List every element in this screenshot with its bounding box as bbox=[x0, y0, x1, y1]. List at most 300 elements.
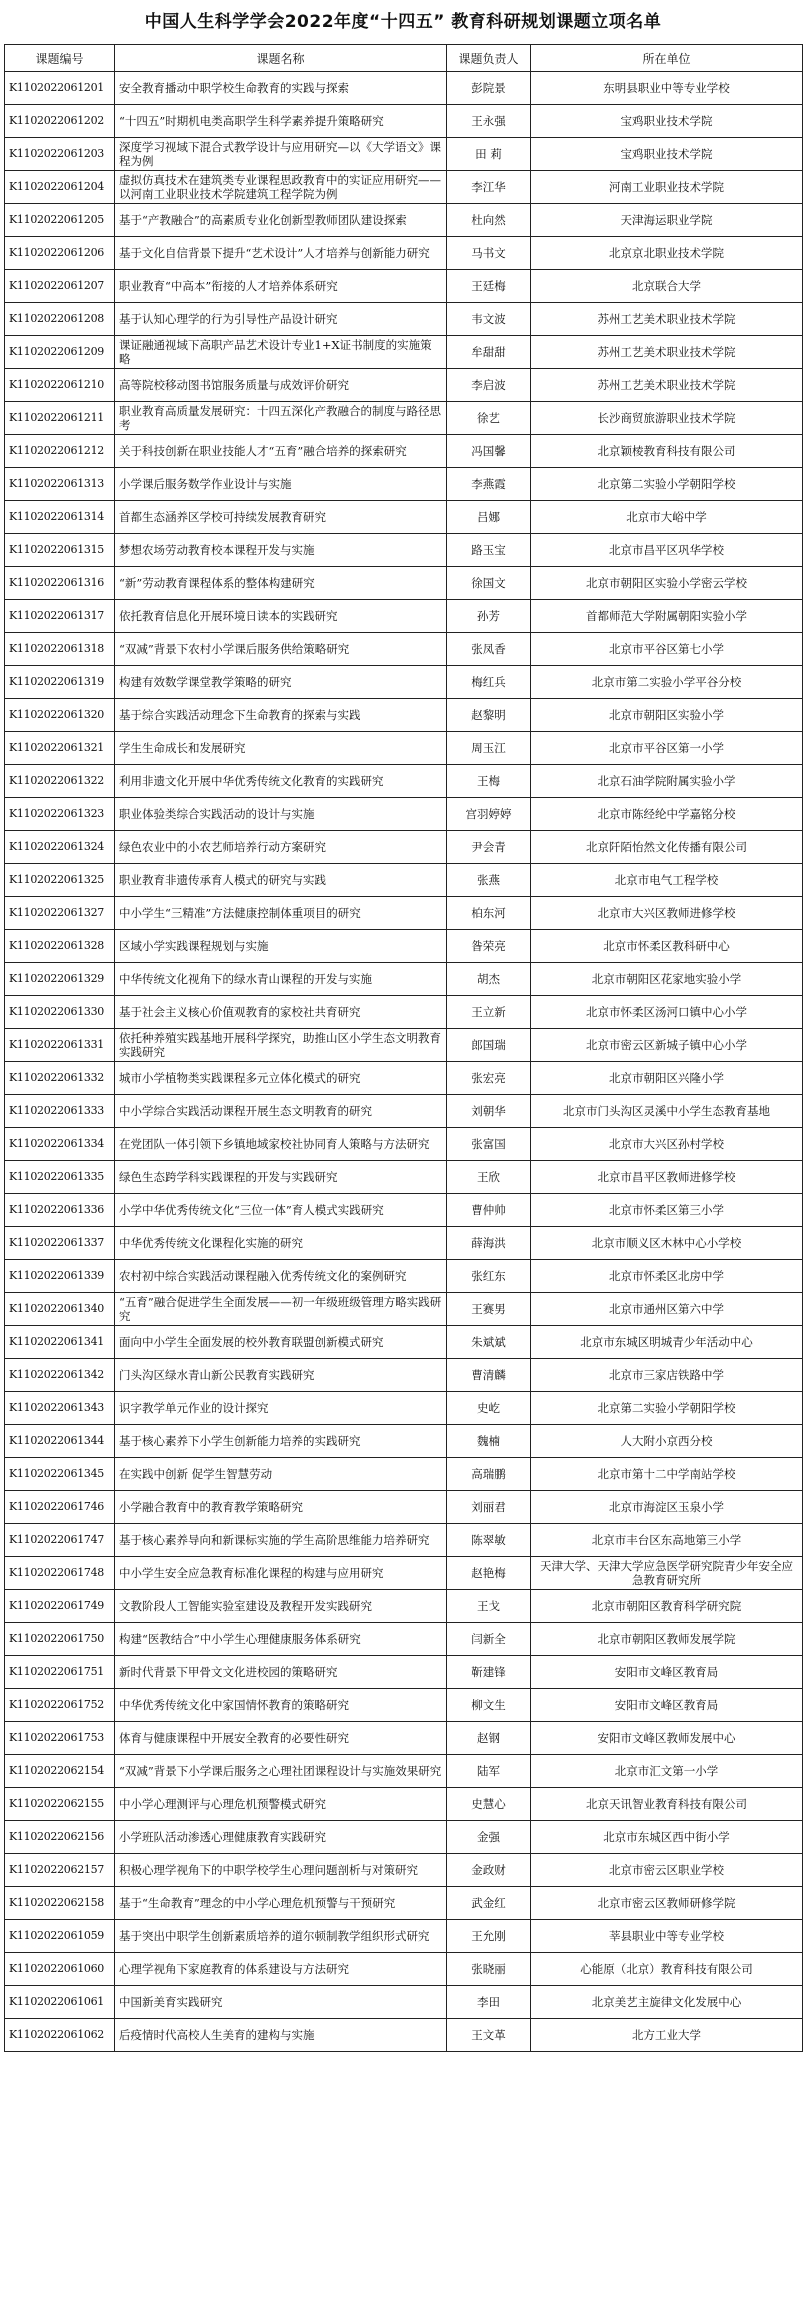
unit-cell: 北京第二实验小学朝阳学校 bbox=[531, 1392, 803, 1425]
table-row bbox=[5, 237, 803, 270]
topic-cell: “新”劳动教育课程体系的整体构建研究 bbox=[115, 567, 447, 600]
code-cell: K1102022061752 bbox=[5, 1689, 115, 1722]
table-row bbox=[5, 765, 803, 798]
unit-cell: 安阳市文峰区教师发展中心 bbox=[531, 1722, 803, 1755]
table-row bbox=[5, 963, 803, 996]
unit-cell: 宝鸡职业技术学院 bbox=[531, 105, 803, 138]
topic-cell: 中小学生安全应急教育标准化课程的构建与应用研究 bbox=[115, 1557, 447, 1590]
person-cell: 高瑞鹏 bbox=[447, 1458, 531, 1491]
code-cell: K1102022061332 bbox=[5, 1062, 115, 1095]
topic-cell: 基于认知心理学的行为引导性产品设计研究 bbox=[115, 303, 447, 336]
person-cell: 牟甜甜 bbox=[447, 336, 531, 369]
table-row bbox=[5, 930, 803, 963]
unit-cell: 北京天讯智业教育科技有限公司 bbox=[531, 1788, 803, 1821]
table-row bbox=[5, 1293, 803, 1326]
topic-cell: “双减”背景下农村小学课后服务供给策略研究 bbox=[115, 633, 447, 666]
topic-cell: 小学课后服务数学作业设计与实施 bbox=[115, 468, 447, 501]
table-body bbox=[5, 72, 803, 2052]
person-cell: 史慧心 bbox=[447, 1788, 531, 1821]
person-cell: 刘丽君 bbox=[447, 1491, 531, 1524]
table-row bbox=[5, 1227, 803, 1260]
unit-cell: 北京市密云区职业学校 bbox=[531, 1854, 803, 1887]
person-cell: 李田 bbox=[447, 1986, 531, 2019]
topic-cell: 高等院校移动图书馆服务质量与成效评价研究 bbox=[115, 369, 447, 402]
code-cell: K1102022061339 bbox=[5, 1260, 115, 1293]
table-row bbox=[5, 666, 803, 699]
topic-cell: 梦想农场劳动教育校本课程开发与实施 bbox=[115, 534, 447, 567]
table-row bbox=[5, 1128, 803, 1161]
table-row bbox=[5, 1260, 803, 1293]
code-cell: K1102022061329 bbox=[5, 963, 115, 996]
unit-cell: 北京市朝阳区教育科学研究院 bbox=[531, 1590, 803, 1623]
person-cell: 赵艳梅 bbox=[447, 1557, 531, 1590]
topic-cell: 学生生命成长和发展研究 bbox=[115, 732, 447, 765]
person-cell: 陆军 bbox=[447, 1755, 531, 1788]
topic-cell: 构建有效数学课堂教学策略的研究 bbox=[115, 666, 447, 699]
table-row bbox=[5, 2019, 803, 2052]
topic-cell: 基于核心素养导向和新课标实施的学生高阶思维能力培养研究 bbox=[115, 1524, 447, 1557]
code-cell: K1102022061747 bbox=[5, 1524, 115, 1557]
unit-cell: 北京市怀柔区第三小学 bbox=[531, 1194, 803, 1227]
person-cell: 马书文 bbox=[447, 237, 531, 270]
code-cell: K1102022061208 bbox=[5, 303, 115, 336]
code-cell: K1102022061750 bbox=[5, 1623, 115, 1656]
unit-cell: 北京市昌平区教师进修学校 bbox=[531, 1161, 803, 1194]
topic-cell: 小学融合教育中的教育教学策略研究 bbox=[115, 1491, 447, 1524]
person-cell: 王文革 bbox=[447, 2019, 531, 2052]
person-cell: 金政财 bbox=[447, 1854, 531, 1887]
topic-cell: 文教阶段人工智能实验室建设及教程开发实践研究 bbox=[115, 1590, 447, 1623]
person-cell: 路玉宝 bbox=[447, 534, 531, 567]
unit-cell: 河南工业职业技术学院 bbox=[531, 171, 803, 204]
table-row bbox=[5, 534, 803, 567]
topic-cell: 积极心理学视角下的中职学校学生心理问题剖析与对策研究 bbox=[115, 1854, 447, 1887]
person-cell: 王赛男 bbox=[447, 1293, 531, 1326]
table-row bbox=[5, 996, 803, 1029]
code-cell: K1102022062157 bbox=[5, 1854, 115, 1887]
code-cell: K1102022061201 bbox=[5, 72, 115, 105]
topic-cell: 区域小学实践课程规划与实施 bbox=[115, 930, 447, 963]
person-cell: 王立新 bbox=[447, 996, 531, 1029]
topic-cell: 关于科技创新在职业技能人才“五育”融合培养的探索研究 bbox=[115, 435, 447, 468]
unit-cell: 北京市第十二中学南站学校 bbox=[531, 1458, 803, 1491]
unit-cell: 北京市丰台区东高地第三小学 bbox=[531, 1524, 803, 1557]
table-row bbox=[5, 864, 803, 897]
topic-cell: 基于文化自信背景下提升“艺术设计”人才培养与创新能力研究 bbox=[115, 237, 447, 270]
unit-cell: 北京市大兴区教师进修学校 bbox=[531, 897, 803, 930]
table-row bbox=[5, 633, 803, 666]
topic-cell: 门头沟区绿水青山新公民教育实践研究 bbox=[115, 1359, 447, 1392]
table-row bbox=[5, 699, 803, 732]
unit-cell: 北京市大兴区孙村学校 bbox=[531, 1128, 803, 1161]
table-row bbox=[5, 1062, 803, 1095]
person-cell: 王永强 bbox=[447, 105, 531, 138]
person-cell: 史屹 bbox=[447, 1392, 531, 1425]
unit-cell: 北京市密云区教师研修学院 bbox=[531, 1887, 803, 1920]
person-cell: 张红东 bbox=[447, 1260, 531, 1293]
table-row bbox=[5, 105, 803, 138]
topic-cell: 中小学生“三精准”方法健康控制体重项目的研究 bbox=[115, 897, 447, 930]
person-cell: 张富国 bbox=[447, 1128, 531, 1161]
topic-cell: 中小学心理测评与心理危机预警模式研究 bbox=[115, 1788, 447, 1821]
code-cell: K1102022061327 bbox=[5, 897, 115, 930]
person-cell: 张晓丽 bbox=[447, 1953, 531, 1986]
topic-cell: 职业教育高质量发展研究：十四五深化产教融合的制度与路径思考 bbox=[115, 402, 447, 435]
person-cell: 张燕 bbox=[447, 864, 531, 897]
unit-cell: 安阳市文峰区教育局 bbox=[531, 1656, 803, 1689]
person-cell: 王廷梅 bbox=[447, 270, 531, 303]
header-person: 课题负责人 bbox=[447, 45, 531, 72]
unit-cell: 北京市朝阳区兴隆小学 bbox=[531, 1062, 803, 1095]
unit-cell: 北京市朝阳区实验小学密云学校 bbox=[531, 567, 803, 600]
unit-cell: 人大附小京西分校 bbox=[531, 1425, 803, 1458]
table-row bbox=[5, 303, 803, 336]
table-row bbox=[5, 270, 803, 303]
code-cell: K1102022062154 bbox=[5, 1755, 115, 1788]
table-row bbox=[5, 1755, 803, 1788]
person-cell: 王戈 bbox=[447, 1590, 531, 1623]
code-cell: K1102022061341 bbox=[5, 1326, 115, 1359]
table-row bbox=[5, 897, 803, 930]
table-row bbox=[5, 1194, 803, 1227]
table-row bbox=[5, 1524, 803, 1557]
topic-cell: 面向中小学生全面发展的校外教育联盟创新模式研究 bbox=[115, 1326, 447, 1359]
table-row bbox=[5, 369, 803, 402]
person-cell: 田 莉 bbox=[447, 138, 531, 171]
code-cell: K1102022062155 bbox=[5, 1788, 115, 1821]
code-cell: K1102022061319 bbox=[5, 666, 115, 699]
unit-cell: 苏州工艺美术职业技术学院 bbox=[531, 369, 803, 402]
person-cell: 吕娜 bbox=[447, 501, 531, 534]
topic-cell: 城市小学植物类实践课程多元立体化模式的研究 bbox=[115, 1062, 447, 1095]
code-cell: K1102022061746 bbox=[5, 1491, 115, 1524]
unit-cell: 北京市东城区西中街小学 bbox=[531, 1821, 803, 1854]
table-row bbox=[5, 1095, 803, 1128]
unit-cell: 北京市怀柔区北房中学 bbox=[531, 1260, 803, 1293]
table-row bbox=[5, 171, 803, 204]
table-row bbox=[5, 600, 803, 633]
table-row bbox=[5, 1689, 803, 1722]
table-row bbox=[5, 1491, 803, 1524]
person-cell: 李燕霞 bbox=[447, 468, 531, 501]
code-cell: K1102022061316 bbox=[5, 567, 115, 600]
table-row bbox=[5, 567, 803, 600]
topic-cell: 课证融通视域下高职产品艺术设计专业1+X证书制度的实施策略 bbox=[115, 336, 447, 369]
table-row bbox=[5, 435, 803, 468]
person-cell: 柳文生 bbox=[447, 1689, 531, 1722]
topic-cell: 绿色农业中的小农艺师培养行动方案研究 bbox=[115, 831, 447, 864]
code-cell: K1102022061059 bbox=[5, 1920, 115, 1953]
unit-cell: 长沙商贸旅游职业技术学院 bbox=[531, 402, 803, 435]
person-cell: 李江华 bbox=[447, 171, 531, 204]
unit-cell: 苏州工艺美术职业技术学院 bbox=[531, 303, 803, 336]
code-cell: K1102022061313 bbox=[5, 468, 115, 501]
unit-cell: 北京市东城区明城青少年活动中心 bbox=[531, 1326, 803, 1359]
unit-cell: 北京市通州区第六中学 bbox=[531, 1293, 803, 1326]
person-cell: 徐艺 bbox=[447, 402, 531, 435]
unit-cell: 东明县职业中等专业学校 bbox=[531, 72, 803, 105]
table-row bbox=[5, 1623, 803, 1656]
unit-cell: 北京京北职业技术学院 bbox=[531, 237, 803, 270]
topic-cell: 中国新美育实践研究 bbox=[115, 1986, 447, 2019]
table-row bbox=[5, 1161, 803, 1194]
code-cell: K1102022061336 bbox=[5, 1194, 115, 1227]
unit-cell: 安阳市文峰区教育局 bbox=[531, 1689, 803, 1722]
person-cell: 赵钢 bbox=[447, 1722, 531, 1755]
unit-cell: 北京市平谷区第七小学 bbox=[531, 633, 803, 666]
unit-cell: 北京市平谷区第一小学 bbox=[531, 732, 803, 765]
code-cell: K1102022061331 bbox=[5, 1029, 115, 1062]
code-cell: K1102022061323 bbox=[5, 798, 115, 831]
person-cell: 薛海洪 bbox=[447, 1227, 531, 1260]
topic-cell: 新时代背景下甲骨文文化进校园的策略研究 bbox=[115, 1656, 447, 1689]
code-cell: K1102022061202 bbox=[5, 105, 115, 138]
person-cell: 李启波 bbox=[447, 369, 531, 402]
topic-cell: 中华优秀传统文化课程化实施的研究 bbox=[115, 1227, 447, 1260]
topic-cell: 构建“医教结合”中小学生心理健康服务体系研究 bbox=[115, 1623, 447, 1656]
code-cell: K1102022061344 bbox=[5, 1425, 115, 1458]
table-row bbox=[5, 468, 803, 501]
header-topic: 课题名称 bbox=[115, 45, 447, 72]
table-row bbox=[5, 1458, 803, 1491]
unit-cell: 北京市电气工程学校 bbox=[531, 864, 803, 897]
person-cell: 徐国文 bbox=[447, 567, 531, 600]
header-code: 课题编号 bbox=[5, 45, 115, 72]
person-cell: 宫羽婷婷 bbox=[447, 798, 531, 831]
person-cell: 武金红 bbox=[447, 1887, 531, 1920]
code-cell: K1102022061748 bbox=[5, 1557, 115, 1590]
topic-cell: 虚拟仿真技术在建筑类专业课程思政教育中的实证应用研究——以河南工业职业技术学院建筑工程学院为例 bbox=[115, 171, 447, 204]
code-cell: K1102022061060 bbox=[5, 1953, 115, 1986]
code-cell: K1102022061345 bbox=[5, 1458, 115, 1491]
unit-cell: 北京阡陌怡然文化传播有限公司 bbox=[531, 831, 803, 864]
topic-cell: “五育”融合促进学生全面发展——初一年级班级管理方略实践研究 bbox=[115, 1293, 447, 1326]
table-row bbox=[5, 1392, 803, 1425]
code-cell: K1102022061342 bbox=[5, 1359, 115, 1392]
unit-cell: 北方工业大学 bbox=[531, 2019, 803, 2052]
unit-cell: 天津海运职业学院 bbox=[531, 204, 803, 237]
project-list-table bbox=[4, 44, 803, 2052]
person-cell: 曹清麟 bbox=[447, 1359, 531, 1392]
table-row bbox=[5, 1029, 803, 1062]
table-row bbox=[5, 1887, 803, 1920]
unit-cell: 北京市大峪中学 bbox=[531, 501, 803, 534]
code-cell: K1102022061333 bbox=[5, 1095, 115, 1128]
unit-cell: 北京市朝阳区花家地实验小学 bbox=[531, 963, 803, 996]
unit-cell: 天津大学、天津大学应急医学研究院青少年安全应急教育研究所 bbox=[531, 1557, 803, 1590]
table-row bbox=[5, 402, 803, 435]
code-cell: K1102022061205 bbox=[5, 204, 115, 237]
topic-cell: 在党团队一体引领下乡镇地域家校社协同育人策略与方法研究 bbox=[115, 1128, 447, 1161]
unit-cell: 北京市顺义区木林中心小学校 bbox=[531, 1227, 803, 1260]
code-cell: K1102022061330 bbox=[5, 996, 115, 1029]
person-cell: 赵黎明 bbox=[447, 699, 531, 732]
unit-cell: 北京市汇文第一小学 bbox=[531, 1755, 803, 1788]
topic-cell: 深度学习视域下混合式教学设计与应用研究—以《大学语文》课程为例 bbox=[115, 138, 447, 171]
person-cell: 金强 bbox=[447, 1821, 531, 1854]
unit-cell: 苏州工艺美术职业技术学院 bbox=[531, 336, 803, 369]
person-cell: 柏东河 bbox=[447, 897, 531, 930]
topic-cell: 基于“产教融合”的高素质专业化创新型教师团队建设探索 bbox=[115, 204, 447, 237]
code-cell: K1102022062156 bbox=[5, 1821, 115, 1854]
code-cell: K1102022061318 bbox=[5, 633, 115, 666]
person-cell: 冯国馨 bbox=[447, 435, 531, 468]
unit-cell: 北京市怀柔区汤河口镇中心小学 bbox=[531, 996, 803, 1029]
topic-cell: 中华传统文化视角下的绿水青山课程的开发与实施 bbox=[115, 963, 447, 996]
code-cell: K1102022061210 bbox=[5, 369, 115, 402]
code-cell: K1102022061314 bbox=[5, 501, 115, 534]
code-cell: K1102022061203 bbox=[5, 138, 115, 171]
unit-cell: 北京市密云区新城子镇中心小学 bbox=[531, 1029, 803, 1062]
table-row bbox=[5, 1557, 803, 1590]
topic-cell: 首都生态涵养区学校可持续发展教育研究 bbox=[115, 501, 447, 534]
person-cell: 王允刚 bbox=[447, 1920, 531, 1953]
code-cell: K1102022061320 bbox=[5, 699, 115, 732]
topic-cell: 依托种养殖实践基地开展科学探究，助推山区小学生态文明教育实践研究 bbox=[115, 1029, 447, 1062]
topic-cell: 识字教学单元作业的设计探究 bbox=[115, 1392, 447, 1425]
code-cell: K1102022061749 bbox=[5, 1590, 115, 1623]
unit-cell: 北京市海淀区玉泉小学 bbox=[531, 1491, 803, 1524]
table-row bbox=[5, 1359, 803, 1392]
person-cell: 孙芳 bbox=[447, 600, 531, 633]
unit-cell: 北京市三家店铁路中学 bbox=[531, 1359, 803, 1392]
unit-cell: 宝鸡职业技术学院 bbox=[531, 138, 803, 171]
code-cell: K1102022061753 bbox=[5, 1722, 115, 1755]
topic-cell: 后疫情时代高校人生美育的建构与实施 bbox=[115, 2019, 447, 2052]
unit-cell: 北京市门头沟区灵溪中小学生态教育基地 bbox=[531, 1095, 803, 1128]
table-row bbox=[5, 1821, 803, 1854]
person-cell: 郎国瑞 bbox=[447, 1029, 531, 1062]
person-cell: 曹仲帅 bbox=[447, 1194, 531, 1227]
topic-cell: 安全教育播动中职学校生命教育的实践与探索 bbox=[115, 72, 447, 105]
table-row bbox=[5, 72, 803, 105]
unit-cell: 北京市朝阳区教师发展学院 bbox=[531, 1623, 803, 1656]
table-row bbox=[5, 732, 803, 765]
topic-cell: 基于综合实践活动理念下生命教育的探索与实践 bbox=[115, 699, 447, 732]
unit-cell: 北京联合大学 bbox=[531, 270, 803, 303]
unit-cell: 首都师范大学附属朝阳实验小学 bbox=[531, 600, 803, 633]
person-cell: 陈翠敏 bbox=[447, 1524, 531, 1557]
code-cell: K1102022061061 bbox=[5, 1986, 115, 2019]
unit-cell: 北京市昌平区巩华学校 bbox=[531, 534, 803, 567]
code-cell: K1102022061207 bbox=[5, 270, 115, 303]
person-cell: 胡杰 bbox=[447, 963, 531, 996]
table-row bbox=[5, 1326, 803, 1359]
table-row bbox=[5, 1920, 803, 1953]
code-cell: K1102022061206 bbox=[5, 237, 115, 270]
header-unit: 所在单位 bbox=[531, 45, 803, 72]
unit-cell: 北京市陈经纶中学嘉铭分校 bbox=[531, 798, 803, 831]
topic-cell: 基于社会主义核心价值观教育的家校社共育研究 bbox=[115, 996, 447, 1029]
topic-cell: 体育与健康课程中开展安全教育的必要性研究 bbox=[115, 1722, 447, 1755]
unit-cell: 北京石油学院附属实验小学 bbox=[531, 765, 803, 798]
table-row bbox=[5, 204, 803, 237]
code-cell: K1102022061062 bbox=[5, 2019, 115, 2052]
topic-cell: 职业教育“中高本”衔接的人才培养体系研究 bbox=[115, 270, 447, 303]
code-cell: K1102022061334 bbox=[5, 1128, 115, 1161]
person-cell: 靳建锋 bbox=[447, 1656, 531, 1689]
code-cell: K1102022061335 bbox=[5, 1161, 115, 1194]
table-row bbox=[5, 138, 803, 171]
code-cell: K1102022061337 bbox=[5, 1227, 115, 1260]
unit-cell: 北京美艺主旋律文化发展中心 bbox=[531, 1986, 803, 2019]
topic-cell: 职业体验类综合实践活动的设计与实施 bbox=[115, 798, 447, 831]
person-cell: 王欣 bbox=[447, 1161, 531, 1194]
topic-cell: 利用非遗文化开展中华优秀传统文化教育的实践研究 bbox=[115, 765, 447, 798]
topic-cell: 依托教育信息化开展环境日读本的实践研究 bbox=[115, 600, 447, 633]
document-title: 中国人生科学学会2022年度“十四五” 教育科研规划课题立项名单 bbox=[144, 12, 662, 32]
code-cell: K1102022061315 bbox=[5, 534, 115, 567]
topic-cell: 心理学视角下家庭教育的体系建设与方法研究 bbox=[115, 1953, 447, 1986]
topic-cell: 基于核心素养下小学生创新能力培养的实践研究 bbox=[115, 1425, 447, 1458]
table-row bbox=[5, 1953, 803, 1986]
unit-cell: 北京市怀柔区教科研中心 bbox=[531, 930, 803, 963]
code-cell: K1102022061317 bbox=[5, 600, 115, 633]
table-row bbox=[5, 1656, 803, 1689]
topic-cell: 基于“生命教育”理念的中小学心理危机预警与干预研究 bbox=[115, 1887, 447, 1920]
unit-cell: 心能原（北京）教育科技有限公司 bbox=[531, 1953, 803, 1986]
person-cell: 刘朝华 bbox=[447, 1095, 531, 1128]
person-cell: 昝荣亮 bbox=[447, 930, 531, 963]
table-row bbox=[5, 1425, 803, 1458]
topic-cell: 在实践中创新 促学生智慧劳动 bbox=[115, 1458, 447, 1491]
topic-cell: 基于突出中职学生创新素质培养的道尔顿制教学组织形式研究 bbox=[115, 1920, 447, 1953]
unit-cell: 北京市朝阳区实验小学 bbox=[531, 699, 803, 732]
code-cell: K1102022061328 bbox=[5, 930, 115, 963]
topic-cell: 小学中华优秀传统文化“三位一体”育人模式实践研究 bbox=[115, 1194, 447, 1227]
code-cell: K1102022061340 bbox=[5, 1293, 115, 1326]
table-row bbox=[5, 1722, 803, 1755]
code-cell: K1102022061322 bbox=[5, 765, 115, 798]
table-row bbox=[5, 1788, 803, 1821]
person-cell: 王梅 bbox=[447, 765, 531, 798]
topic-cell: 中小学综合实践活动课程开展生态文明教育的研究 bbox=[115, 1095, 447, 1128]
person-cell: 张宏亮 bbox=[447, 1062, 531, 1095]
code-cell: K1102022061211 bbox=[5, 402, 115, 435]
person-cell: 梅红兵 bbox=[447, 666, 531, 699]
code-cell: K1102022061324 bbox=[5, 831, 115, 864]
code-cell: K1102022061325 bbox=[5, 864, 115, 897]
unit-cell: 北京市第二实验小学平谷分校 bbox=[531, 666, 803, 699]
person-cell: 韦文波 bbox=[447, 303, 531, 336]
person-cell: 周玉江 bbox=[447, 732, 531, 765]
table-header-row bbox=[5, 45, 803, 72]
code-cell: K1102022061209 bbox=[5, 336, 115, 369]
code-cell: K1102022061212 bbox=[5, 435, 115, 468]
code-cell: K1102022061751 bbox=[5, 1656, 115, 1689]
table-row bbox=[5, 336, 803, 369]
person-cell: 张凤香 bbox=[447, 633, 531, 666]
unit-cell: 北京第二实验小学朝阳学校 bbox=[531, 468, 803, 501]
topic-cell: 中华优秀传统文化中家国情怀教育的策略研究 bbox=[115, 1689, 447, 1722]
person-cell: 彭院景 bbox=[447, 72, 531, 105]
code-cell: K1102022061343 bbox=[5, 1392, 115, 1425]
code-cell: K1102022061321 bbox=[5, 732, 115, 765]
person-cell: 魏楠 bbox=[447, 1425, 531, 1458]
person-cell: 尹会青 bbox=[447, 831, 531, 864]
table-row bbox=[5, 831, 803, 864]
unit-cell: 莘县职业中等专业学校 bbox=[531, 1920, 803, 1953]
table-row bbox=[5, 1854, 803, 1887]
table-row bbox=[5, 798, 803, 831]
unit-cell: 北京颖棱教育科技有限公司 bbox=[531, 435, 803, 468]
topic-cell: “十四五”时期机电类高职学生科学素养提升策略研究 bbox=[115, 105, 447, 138]
topic-cell: 职业教育非遗传承育人模式的研究与实践 bbox=[115, 864, 447, 897]
table-row bbox=[5, 1986, 803, 2019]
table-row bbox=[5, 1590, 803, 1623]
person-cell: 朱斌斌 bbox=[447, 1326, 531, 1359]
person-cell: 闫新全 bbox=[447, 1623, 531, 1656]
